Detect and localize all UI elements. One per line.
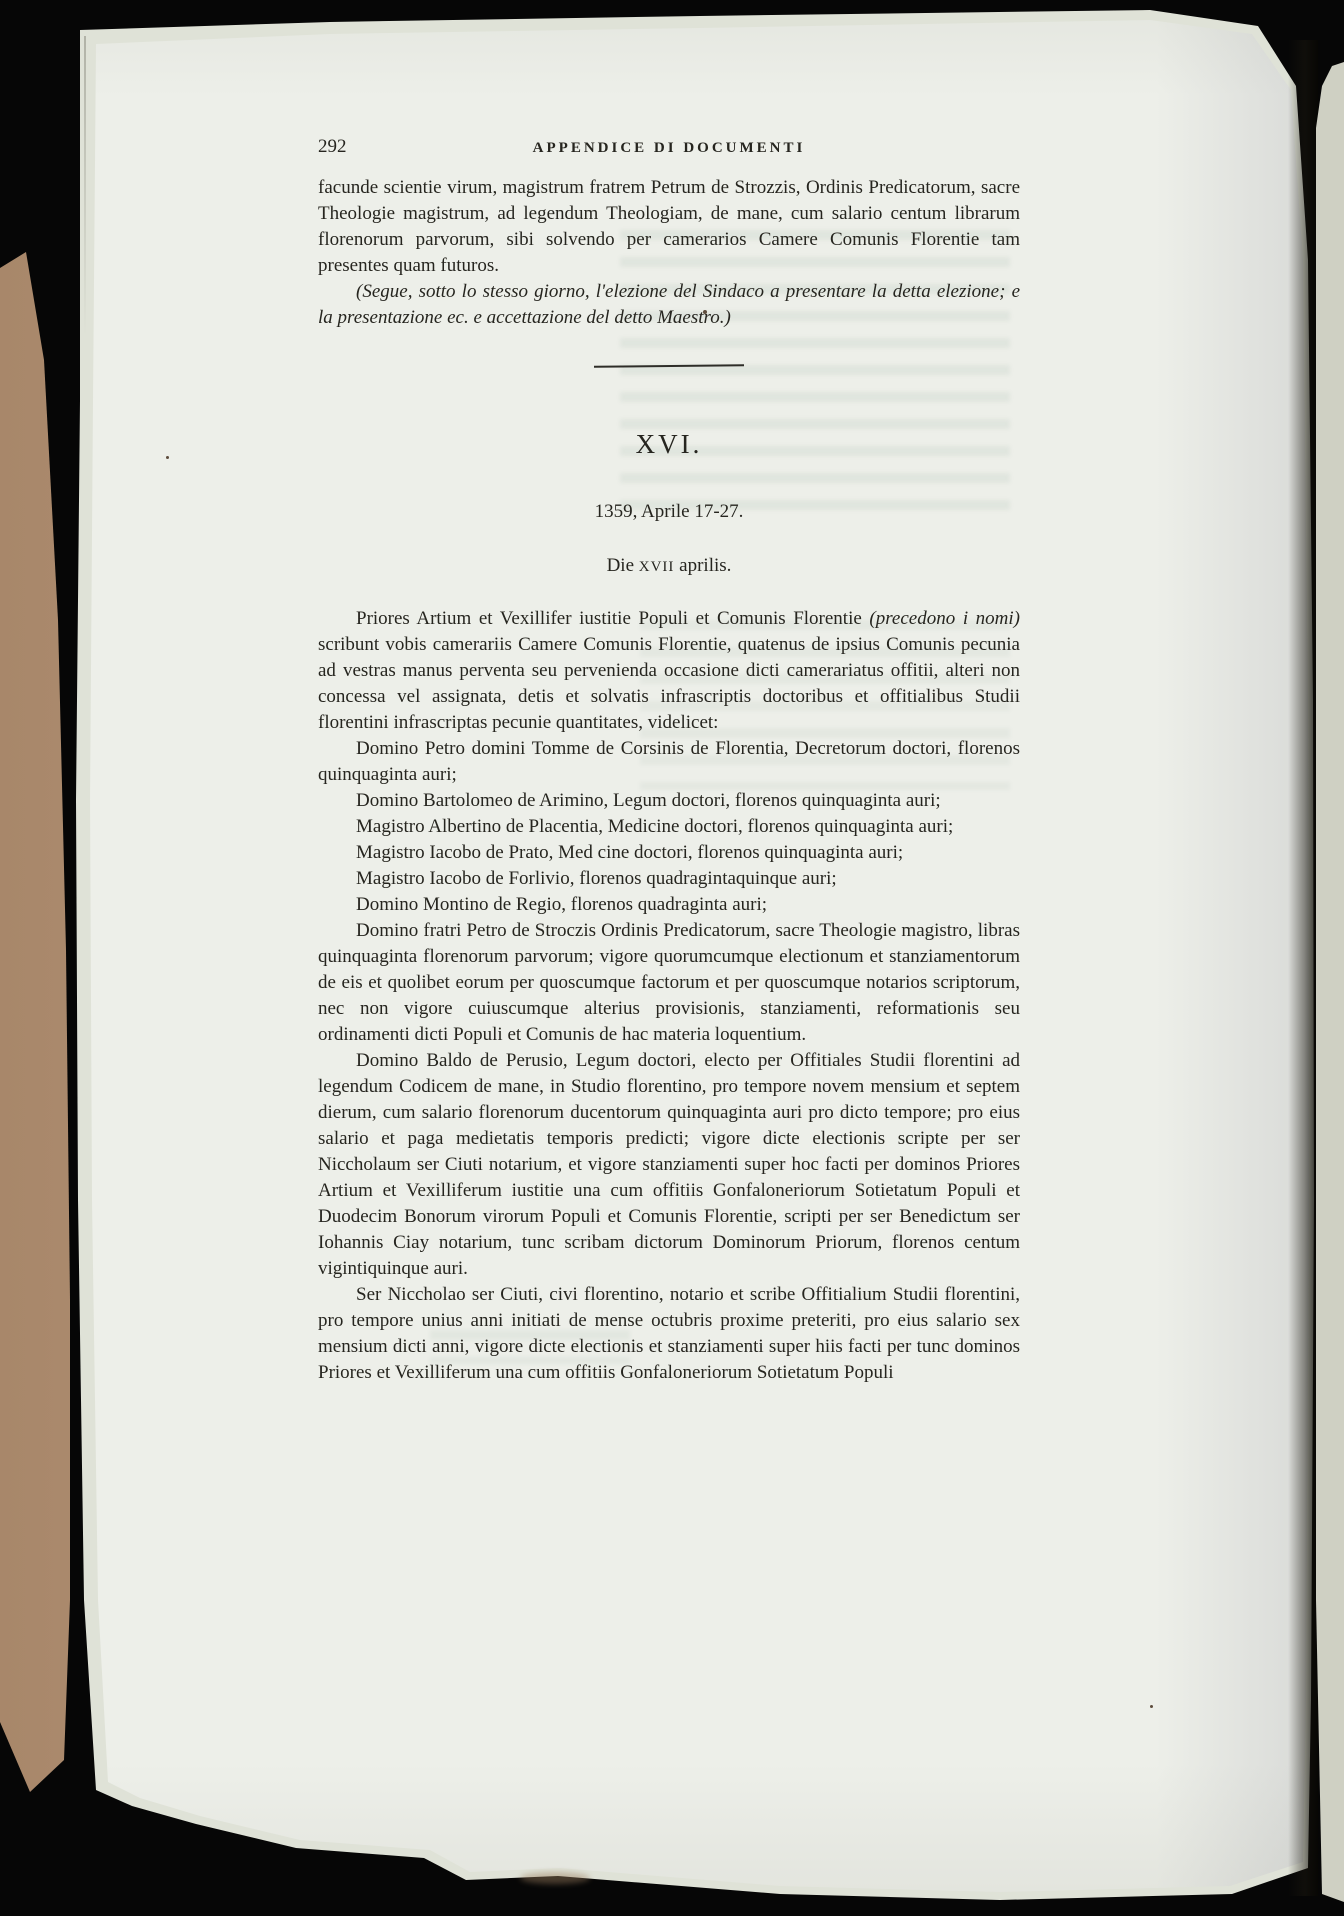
paragraph-priores	[318, 606, 1020, 736]
payment-list-item: Magistro Iacobo de Forlivio, florenos quadragintaquinque auri;	[356, 868, 837, 889]
subdate-roman-numeral: XVII	[638, 559, 675, 575]
subdate-suffix: aprilis.	[674, 555, 732, 576]
speck	[166, 456, 169, 459]
bottom-edge-stain	[520, 1872, 590, 1884]
paragraph-baldo: Domino Baldo de Perusio, Legum doctori, electo per Offitiales Studii florentini ad legendum Codicem de mane, in Studio florentino, pro tempore novem mensium et septem dierum, cum salario florenorum ducentorum quinquaginta auri pro dicto tempore; pro eius salario et paga medietatis temporis predicti; vigore dicte electionis scripte per ser Niccholaum ser Ciuti notarium, et vigore stanziamenti super hoc facti per dominos Priores Artium et Vexilliferum iustitie una cum offitiis Gonfaloneriorum Sotietatum Populi et Duodecim Bonorum virorum Populi et Comunis Florentie, scripti per ser Benedictum ser Iohannis Ciay notarium, tunc scribam dictorum Dominorum Priorum, florenos centum vigintiquinque auri.	[318, 1050, 1020, 1279]
subdate-prefix: Die	[606, 555, 639, 576]
payment-list-item: Domino Petro domini Tomme de Corsinis de Florentia, Decretorum doctori, florenos quinquaginta auri;	[318, 738, 1020, 785]
running-header-title: APPENDICE DI DOCUMENTI	[532, 140, 806, 156]
inline-italic: (precedono i nomi)	[869, 608, 1021, 629]
binding-gutter-shadow	[1288, 40, 1318, 1896]
sheet-edge-line	[84, 36, 86, 336]
intro-paragraph: facunde scientie virum, magistrum fratrem Petrum de Strozzis, Ordinis Predicatorum, sacre Theologie magistrum, ad legendum Theologiam, de mane, cum salario centum librarum florenorum parvorum, sibi solvendo per camerarios Camere Comunis Florentie tam presentes quam futuros.	[318, 177, 1020, 276]
section-subdate	[318, 553, 1020, 580]
paragraph-niccholao: Ser Niccholao ser Ciuti, civi florentino, notario et scribe Offitialium Studii florentini, pro tempore unius anni initiati de mense octubris proxime preteriti, pro eius salario sex mensium dicti anni, vigore dicte electionis et stanziamenti super hiis facti per tunc dominos Priores et Vexilliferum una cum offitiis Gonfaloneriorum Sotietatum Populi	[318, 1284, 1020, 1383]
payment-list-item: Domino Montino de Regio, florenos quadraginta auri;	[356, 894, 768, 915]
payment-list-item: Domino Bartolomeo de Arimino, Legum doctori, florenos quinquaginta auri;	[356, 790, 941, 811]
payment-list-item: Magistro Iacobo de Prato, Med cine doctori, florenos quinquaginta auri;	[356, 842, 904, 863]
section-date: 1359, Aprile 17-27.	[594, 501, 744, 522]
section-separator-rule	[594, 364, 744, 368]
text-column	[318, 134, 1020, 1386]
document-body	[318, 606, 1020, 1386]
section-number: XVI.	[635, 429, 703, 459]
speck	[1150, 1705, 1153, 1708]
page-number: 292	[318, 136, 347, 157]
running-head	[318, 134, 1020, 161]
payment-list-item: Magistro Albertino de Placentia, Medicine doctori, florenos quinquaginta auri;	[356, 816, 954, 837]
paragraph-text: Priores Artium et Vexillifer iustitie Populi et Comunis Florentie	[356, 608, 870, 629]
paragraph-text: scribunt vobis camerariis Camere Comunis Florentie, quatenus de ipsius Comunis pecunia ad vestras manus perventa seu pervenienda occasione dicti camerariatus offitii, alteri non concessa vel assignata, detis et solvatis infrascriptis doctoribus et offitialibus Studii florentini infrascriptas pecunie quantitates, videlicet:	[318, 634, 1020, 733]
editorial-note: (Segue, sotto lo stesso giorno, l'elezione del Sindaco a presentare la detta elezione; e la presentazione ec. e accettazione del detto Maestro.)	[318, 281, 1020, 328]
paragraph-stroczis: Domino fratri Petro de Stroczis Ordinis Predicatorum, sacre Theologie magistro, libras quinquaginta florenorum parvorum; vigore quorumcumque electionum et stanziamentorum de eis et quolibet eorum per quoscumque factorum et per quoscumque notarios scriptorum, nec non vigore cuiuscumque alterius provisionis, stanziamenti, reformationis seu ordinamenti dicti Populi et Comunis de hac materia loquentium.	[318, 920, 1020, 1045]
